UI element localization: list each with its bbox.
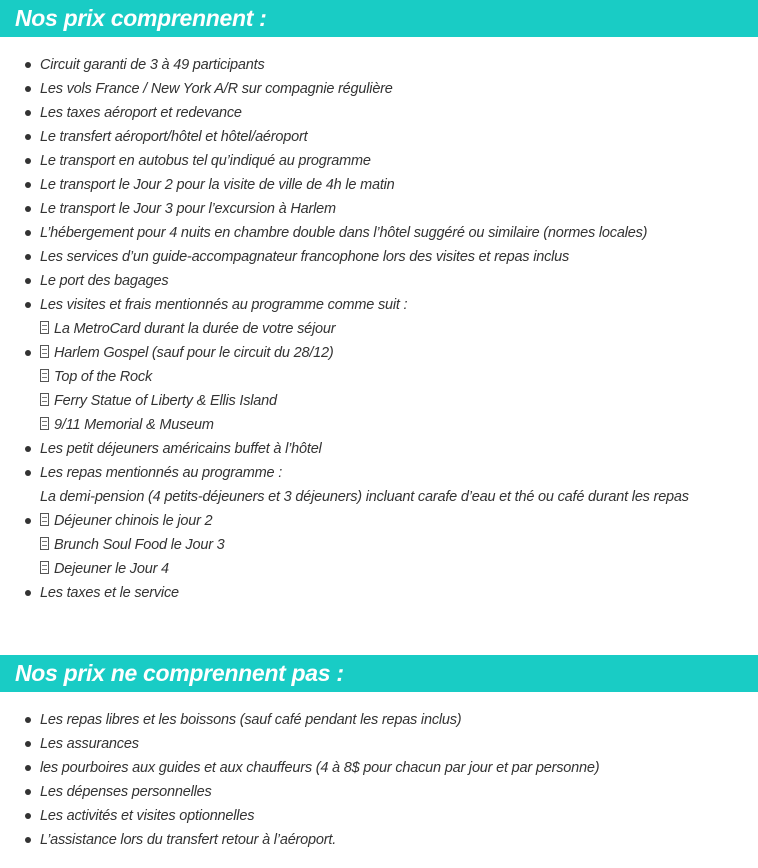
list-item: [0, 197, 758, 221]
bullet-dot-icon: [25, 134, 31, 140]
document-box-icon: [40, 537, 49, 550]
bullet-dot-icon: [25, 350, 31, 356]
list-item: [0, 780, 758, 804]
bullet-dot-icon: [25, 590, 31, 596]
list-item-text: Déjeuner chinois le jour 2: [54, 513, 213, 529]
list-item-text: 9/11 Memorial & Museum: [54, 417, 214, 433]
bullet-dot-icon: [25, 813, 31, 819]
document-box-icon: [40, 369, 49, 382]
list-item-text: La MetroCard durant la durée de votre séjour: [54, 321, 336, 337]
list-item-text: Dejeuner le Jour 4: [54, 561, 169, 577]
list-item: [0, 173, 758, 197]
list-item: [0, 533, 758, 557]
list-item-text: Les dépenses personnelles: [40, 784, 212, 800]
list-item-text: Circuit garanti de 3 à 49 participants: [40, 57, 265, 73]
bullet-dot-icon: [25, 789, 31, 795]
bullet-dot-icon: [25, 110, 31, 116]
list-item: [0, 317, 758, 341]
list-item: [0, 557, 758, 581]
list-item: [0, 53, 758, 77]
list-item-text: Les vols France / New York A/R sur compagnie régulière: [40, 81, 393, 97]
list-item: [0, 77, 758, 101]
list-item-text: Le transport le Jour 2 pour la visite de ville de 4h le matin: [40, 177, 395, 193]
list-item-text: Les visites et frais mentionnés au programme comme suit :: [40, 297, 408, 313]
list-item-text: L’assistance lors du transfert retour à l’aéroport.: [40, 832, 337, 848]
list-item-text: Les taxes et le service: [40, 585, 179, 601]
list-item: [0, 828, 758, 852]
list-item: [0, 413, 758, 437]
not-included-list: [0, 708, 758, 852]
document-box-icon: [40, 393, 49, 406]
list-item: [0, 245, 758, 269]
list-item-text: Les taxes aéroport et redevance: [40, 105, 242, 121]
bullet-dot-icon: [25, 206, 31, 212]
list-item: [0, 461, 758, 485]
list-item: [0, 804, 758, 828]
list-item-text: Les repas libres et les boissons (sauf café pendant les repas inclus): [40, 712, 462, 728]
list-item-text: Les assurances: [40, 736, 139, 752]
bullet-dot-icon: [25, 278, 31, 284]
list-item-text: Le transport le Jour 3 pour l’excursion à Harlem: [40, 201, 336, 217]
list-item: [0, 732, 758, 756]
bullet-dot-icon: [25, 837, 31, 843]
bullet-dot-icon: [25, 470, 31, 476]
bullet-dot-icon: [25, 446, 31, 452]
section-title-not-included: Nos prix ne comprennent pas :: [0, 655, 758, 692]
list-item-text: Le transport en autobus tel qu’indiqué au programme: [40, 153, 371, 169]
list-item: [0, 221, 758, 245]
list-item-text: Les petit déjeuners américains buffet à l’hôtel: [40, 441, 322, 457]
bullet-dot-icon: [25, 62, 31, 68]
list-item-text: Les services d’un guide-accompagnateur francophone lors des visites et repas inclus: [40, 249, 570, 265]
list-item: [0, 101, 758, 125]
list-item-text: L’hébergement pour 4 nuits en chambre double dans l’hôtel suggéré ou similaire (normes locales): [40, 225, 648, 241]
list-item: [0, 269, 758, 293]
bullet-dot-icon: [25, 302, 31, 308]
list-item: [0, 293, 758, 317]
bullet-dot-icon: [25, 741, 31, 747]
list-item: [0, 509, 758, 533]
document-box-icon: [40, 417, 49, 430]
list-item-text: Brunch Soul Food le Jour 3: [54, 537, 225, 553]
list-item: [0, 149, 758, 173]
list-item: [0, 125, 758, 149]
bullet-dot-icon: [25, 158, 31, 164]
list-item: [0, 341, 758, 365]
list-item-text: Top of the Rock: [54, 369, 153, 385]
list-item-text: Le transfert aéroport/hôtel et hôtel/aéroport: [40, 129, 308, 145]
list-item-text: les pourboires aux guides et aux chauffeurs (4 à 8$ pour chacun par jour et par personne): [40, 760, 600, 776]
section-title-included: Nos prix comprennent :: [0, 0, 758, 37]
bullet-dot-icon: [25, 254, 31, 260]
list-item: [0, 365, 758, 389]
bullet-dot-icon: [25, 182, 31, 188]
list-item-text: Harlem Gospel (sauf pour le circuit du 28/12): [54, 345, 334, 361]
document-box-icon: [40, 345, 49, 358]
included-list: [0, 53, 758, 605]
list-item: [0, 708, 758, 732]
bullet-dot-icon: [25, 86, 31, 92]
document-box-icon: [40, 513, 49, 526]
list-item: [0, 437, 758, 461]
document-box-icon: [40, 321, 49, 334]
list-item: [0, 581, 758, 605]
bullet-dot-icon: [25, 717, 31, 723]
list-item-text: Le port des bagages: [40, 273, 169, 289]
bullet-dot-icon: [25, 765, 31, 771]
bullet-dot-icon: [25, 518, 31, 524]
list-item-text: Ferry Statue of Liberty & Ellis Island: [54, 393, 277, 409]
list-item-text: La demi-pension (4 petits-déjeuners et 3 déjeuners) incluant carafe d’eau et thé ou café durant les repas: [40, 489, 689, 505]
list-item: [0, 389, 758, 413]
bullet-dot-icon: [25, 230, 31, 236]
document-box-icon: [40, 561, 49, 574]
list-item-text: Les activités et visites optionnelles: [40, 808, 255, 824]
list-item-text: Les repas mentionnés au programme :: [40, 465, 283, 481]
list-item: [0, 485, 758, 509]
list-item: [0, 756, 758, 780]
